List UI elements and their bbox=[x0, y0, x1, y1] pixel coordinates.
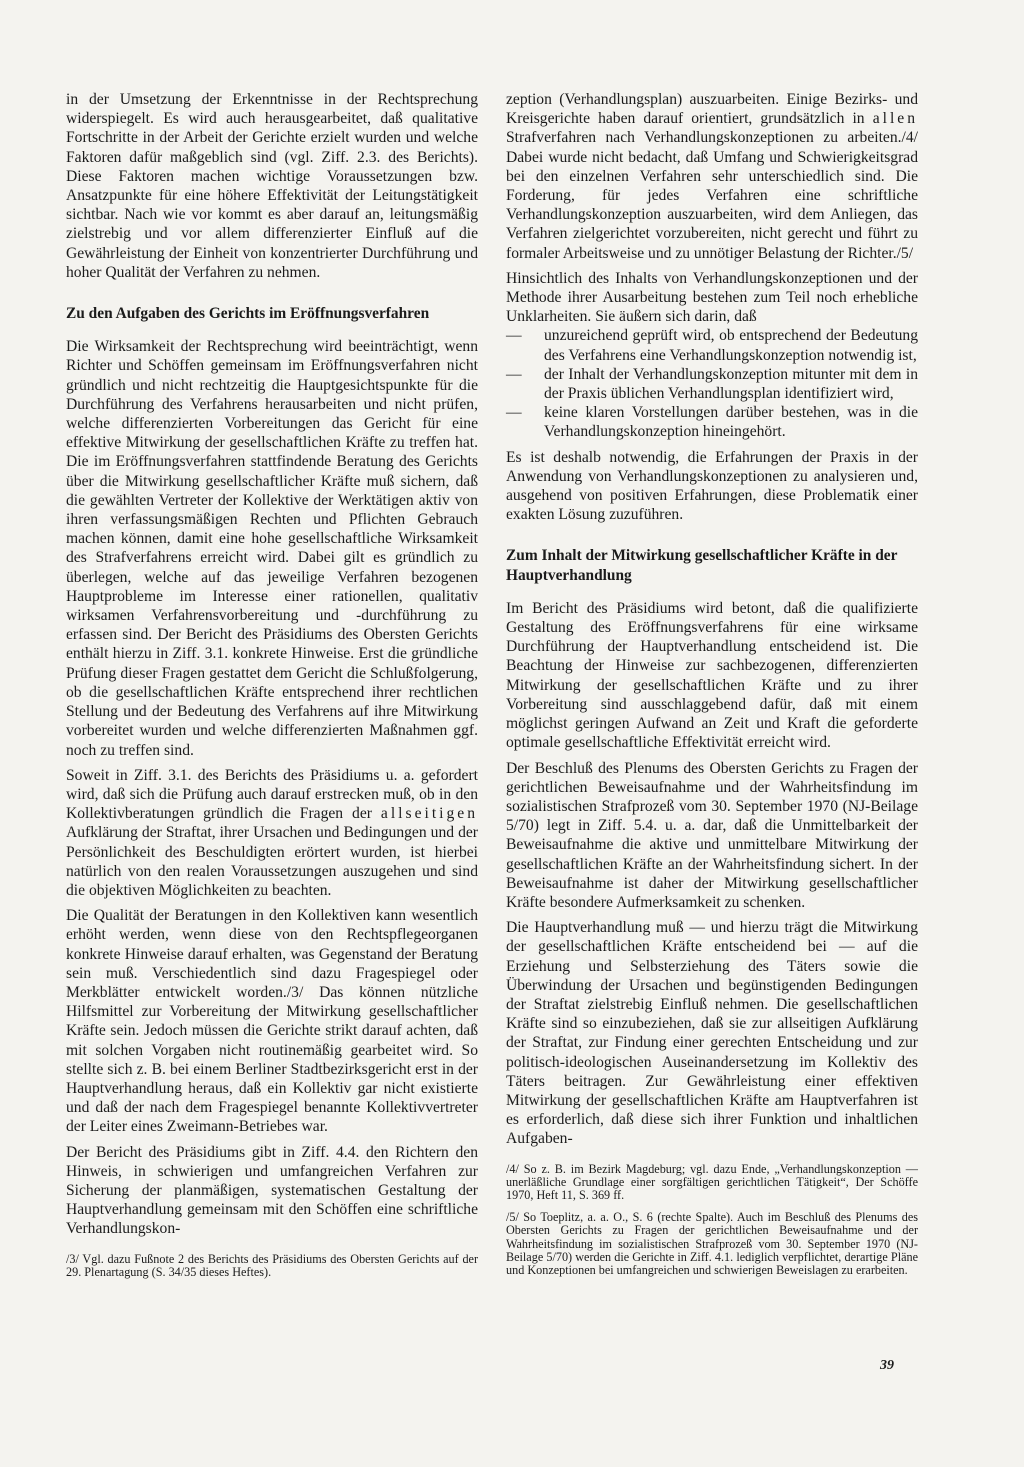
spaced-emphasis: allseitigen bbox=[380, 805, 479, 823]
paragraph: Im Bericht des Präsidiums wird betont, daß die qualifizierte Gestaltung des Eröffnungsverfahrens für eine wirksame Durchführung der Hauptverhandlung entscheidend ist. Die Beachtung der Hinweise zur sachbezogenen, differenzierten Mitwirkung der gesellschaftlichen Kräfte und zu ihrer Vorbereitung sind ausschlaggebend dafür, daß mit einem möglichst geringen Aufwand an Zeit und Kraft die geforderte optimale gesellschaftliche Effektivität erreicht wird. bbox=[506, 599, 918, 752]
dash-list bbox=[506, 326, 918, 441]
paragraph: Der Beschluß des Plenums des Obersten Gerichts zu Fragen der gerichtlichen Beweisaufnahme und der Wahrheitsfindung im sozialistischen Strafprozeß vom 30. September 1970 (NJ-Beilage 5/70) legt in Ziff. 5.4. u. a. dar, daß die Unmittelbarkeit der Beweisaufnahme die aktive und unmittelbare Mitwirkung der gesellschaftlichen Kräfte an der Wahrheitsfindung sichert. In der Beweisaufnahme ist daher der Mitwirkung gesellschaftlicher Kräfte besondere Aufmerksamkeit zu schenken. bbox=[506, 759, 918, 911]
list-item-text: unzureichend geprüft wird, ob entsprechend der Bedeutung des Verfahrens eine Verhandlungskonzeption notwendig ist, bbox=[544, 327, 918, 364]
list-item-text: keine klaren Vorstellungen darüber bestehen, was in die Verhandlungskonzeption hineingehört. bbox=[544, 404, 918, 441]
list-item bbox=[506, 365, 918, 403]
left-column bbox=[66, 90, 478, 1287]
paragraph bbox=[66, 766, 478, 900]
right-column bbox=[506, 90, 918, 1286]
paragraph: Die Wirksamkeit der Rechtsprechung wird beeinträchtigt, wenn Richter und Schöffen gemeinsam im Eröffnungsverfahren nicht gründlich und nicht rechtzeitig die Hauptgesichtspunkte für die Durchführung des Verfahrens herausarbeiten und nicht prüfen, welche differenzierten Vorbereitungen das Gericht für eine effektive Mitwirkung der gesellschaftlichen Kräfte zu treffen hat. Die im Eröffnungsverfahren stattfindende Beratung des Gerichts über die Mitwirkung gesellschaftlicher Kräfte muß sichern, daß die gewählten Vertreter der Kollektive der Werktätigen aktiv von ihren verfassungsmäßigen Rechten und Pflichten Gebrauch machen können, damit eine hohe gesellschaftliche Wirksamkeit des Strafverfahrens erreicht wird. Dabei gilt es gründlich zu überlegen, welche auf das jeweilige Verfahren bezogenen Hauptprobleme im Interesse einer rationellen, qualitativ wirksamen Verfahrensvorbereitung und -durchführung zu erfassen sind. Der Bericht des Präsidiums des Obersten Gerichts enthält hierzu in Ziff. 3.1. konkrete Hinweise. Erst die gründliche Prüfung dieser Fragen gestattet dem Gericht die Schlußfolgerung, ob die gesellschaftlichen Kräfte entsprechend ihrer rechtlichen Stellung und der Bedeutung des Verfahrens auf ihre Mitwirkung vorbereitet wurden und welche differenzierten Maßnahmen ggf. noch zu treffen sind. bbox=[66, 338, 478, 759]
paragraph: Hinsichtlich des Inhalts von Verhandlungskonzeptionen und der Methode ihrer Ausarbeitung bestehen zum Teil noch erhebliche Unklarheiten. Sie äußern sich darin, daß bbox=[506, 269, 918, 326]
dash-marker: — bbox=[506, 404, 522, 422]
page-number: 39 bbox=[880, 1358, 894, 1373]
paragraph: Der Bericht des Präsidiums gibt in Ziff. 4.4. den Richtern den Hinweis, in schwierigen und umfangreichen Verfahren zur Sicherung der planmäßigen, systematischen Gestaltung der Hauptverhandlung gemeinsam mit den Schöffen eine schriftliche Verhandlungskon- bbox=[66, 1143, 478, 1238]
dash-marker: — bbox=[506, 327, 522, 345]
section-heading: Zu den Aufgaben des Gerichts im Eröffnungsverfahren bbox=[66, 305, 430, 323]
section-heading: Zum Inhalt der Mitwirkung gesellschaftlicher Kräfte in der Hauptverhandlung bbox=[506, 547, 898, 584]
footnote: /4/ So z. B. im Bezirk Magdeburg; vgl. dazu Ende, „Verhandlungskonzeption — unerläßliche Grundlage einer sorgfältigen gerichtlichen Tätigkeit“, Der Schöffe 1970, Heft 11, S. 369 ff. bbox=[506, 1161, 918, 1203]
paragraph: Es ist deshalb notwendig, die Erfahrungen der Praxis in der Anwendung von Verhandlungskonzeptionen zu analysieren und, ausgehend von positiven Erfahrungen, diese Problematik einer exakten Lösung zuzuführen. bbox=[506, 448, 918, 524]
text-run: Soweit in Ziff. 3.1. des Berichts des Präsidiums u. a. gefordert wird, daß sich die Prüfung auch darauf erstrecken muß, ob in den Kollektivberatungen gründlich die Fragen der bbox=[66, 766, 478, 823]
list-item-text: der Inhalt der Verhandlungskonzeption mitunter mit dem in der Praxis üblichen Verhandlungsplan identifiziert wird, bbox=[544, 365, 918, 403]
text-run: zeption (Verhandlungsplan) auszuarbeiten. Einige Bezirks- und Kreisgerichte haben darauf orientiert, grundsätzlich in bbox=[506, 91, 918, 128]
text-run: Aufklärung der Straftat, ihrer Ursachen und Bedingungen und der Persönlichkeit des Beschuldigten erörtert wurden, ist hierbei natürlich von den realen Voraussetzungen auszugehen und sind die objektiven Möglichkeiten zu beachten. bbox=[66, 824, 478, 899]
list-item bbox=[506, 403, 918, 441]
footnote: /5/ So Toeplitz, a. a. O., S. 6 (rechte Spalte). Auch im Beschluß des Plenums des Obersten Gerichts zu Fragen der gerichtlichen Beweisaufnahme und der Wahrheitsfindung im sozialistischen Strafprozeß vom 30. September 1970 (NJ-Beilage 5/70) werden die Gerichte in Ziff. 4.1. lediglich verpflichtet, derartige Pläne und Konzeptionen bei umfangreichen und schwierigen Beweislagen zu erarbeiten. bbox=[506, 1209, 918, 1278]
footnote: /3/ Vgl. dazu Fußnote 2 des Berichts des Präsidiums des Obersten Gerichts auf der 29. Plenartagung (S. 34/35 dieses Heftes). bbox=[66, 1251, 478, 1279]
text-run: Strafverfahren nach Verhandlungskonzeptionen zu arbeiten./4/ Dabei wurde nicht bedacht, daß Umfang und Schwierigkeitsgrad bei den einzelnen Verfahren sehr unterschiedlich sind. Die Forderung, für jedes Verfahren eine schriftliche Verhandlungskonzeption auszuarbeiten, wird dem Anliegen, das Verfahren zielgerichtet vorzubereiten, nicht gerecht und führt zu formaler Arbeitsweise und zu unnötiger Belastung der Richter./5/ bbox=[506, 129, 918, 262]
spaced-emphasis: allen bbox=[872, 110, 918, 128]
paragraph: Die Qualität der Beratungen in den Kollektiven kann wesentlich erhöht werden, wenn diese von den Rechtspflegeorganen konkrete Hinweise darauf erhalten, was Gegenstand der Beratung sein muß. Verschiedentlich sind dazu Fragespiegel oder Merkblätter entwickelt worden./3/ Das können nützliche Hilfsmittel zur Vorbereitung der Mitwirkung gesellschaftlicher Kräfte sein. Jedoch müssen die Gerichte strikt darauf achten, daß mit solchen Vorgaben nicht routinemäßig gearbeitet wird. So stellte sich z. B. bei einem Berliner Stadtbezirksgericht erst in der Hauptverhandlung heraus, daß ein Kollektiv gar nicht existierte und daß der nach dem Fragespiegel benannte Kollektivvertreter der Leiter eines Zweimann-Betriebes war. bbox=[66, 907, 478, 1136]
footnotes-right bbox=[506, 1163, 918, 1278]
paragraph: Die Hauptverhandlung muß — und hierzu trägt die Mitwirkung der gesellschaftlichen Kräfte entscheidend bei — auf die Erziehung und Selbsterziehung des Täters sowie die Überwindung der Ursachen und begünstigenden Bedingungen der Straftat zielstrebig Einfluß nehmen. Die gesellschaftlichen Kräfte sind so einzubeziehen, daß sie zur allseitigen Aufklärung der Straftat, zur Findung einer gerechten Entscheidung und zur politisch-ideologischen Auseinandersetzung im Kollektiv des Täters beitragen. Zur Gewährleistung einer effektiven Mitwirkung der gesellschaftlichen Kräfte am Hauptverfahren ist es erforderlich, daß diese sich ihrer Funktion und inhaltlichen Aufgaben- bbox=[506, 919, 918, 1148]
footnotes-left bbox=[66, 1253, 478, 1280]
paragraph: in der Umsetzung der Erkenntnisse in der Rechtsprechung widerspiegelt. Es wird auch herausgearbeitet, daß qualitative Fortschritte in der Arbeit der Gerichte erzielt wurden und welche Faktoren dafür maßgeblich sind (vgl. Ziff. 2.3. des Berichts). Diese Faktoren machen wichtige Voraussetzungen bzw. Ansatzpunkte für eine höhere Effektivität der Leitungstätigkeit sichtbar. Nach wie vor kommt es aber darauf an, leitungsmäßig zielstrebig und vor allem differenzierter Einfluß auf die Gewährleistung der Einheit von konzentrierter Durchführung und hoher Qualität der Verfahren zu nehmen. bbox=[66, 91, 478, 281]
list-item bbox=[506, 326, 918, 364]
dash-marker: — bbox=[506, 365, 522, 383]
paragraph bbox=[506, 90, 918, 263]
